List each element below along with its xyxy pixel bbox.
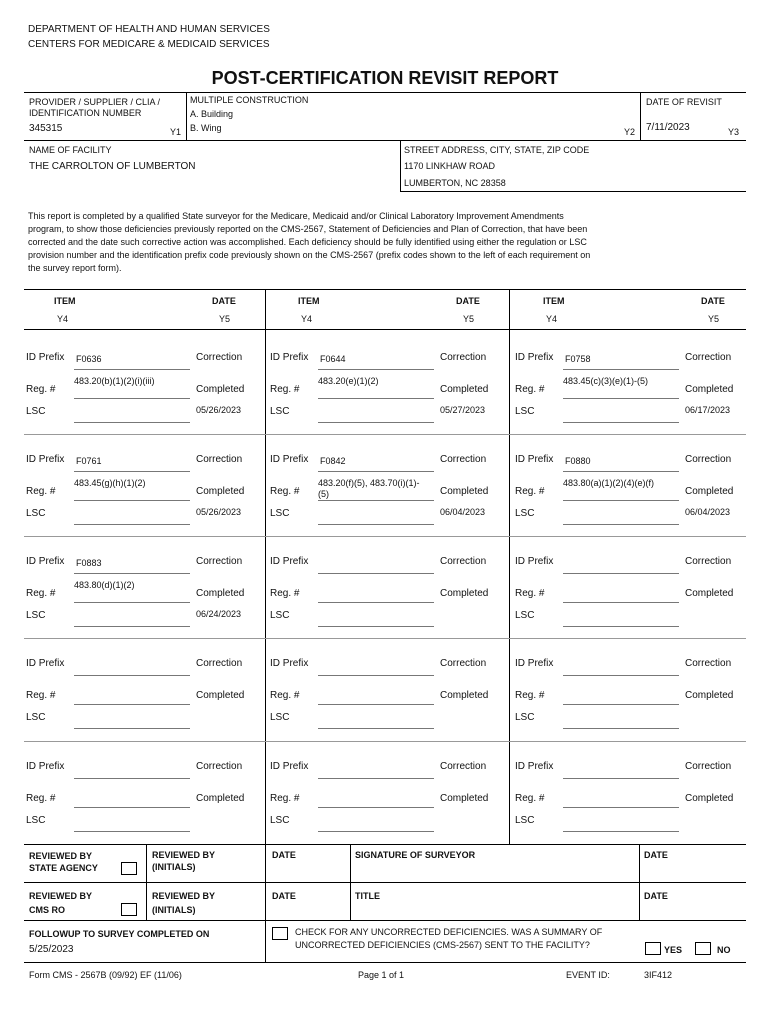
yes-checkbox[interactable] [645,942,661,955]
reg-value: 483.80(d)(1)(2) [74,580,135,590]
reg-label: Reg. # [26,588,56,599]
date-label: DATE [272,891,296,901]
provider-label-1: PROVIDER / SUPPLIER / CLIA / [29,97,161,107]
id-prefix-label: ID Prefix [515,658,554,669]
no-label: NO [717,945,731,955]
correction-label: Correction [440,454,487,465]
completed-label: Completed [440,486,489,497]
correction-label: Correction [440,761,487,772]
reg-label: Reg. # [515,588,545,599]
form-number: Form CMS - 2567B (09/92) EF (11/06) [29,970,182,980]
y4-code: Y4 [301,314,313,324]
completed-date: 05/26/2023 [196,405,242,415]
address-label: STREET ADDRESS, CITY, STATE, ZIP CODE [404,145,590,155]
intro-paragraph [28,210,748,275]
lsc-label: LSC [270,610,290,621]
item-header: ITEM [54,296,76,306]
reg-label: Reg. # [270,588,300,599]
intro-line: program, to show those deficiencies previously reported on the CMS-2567, Statement of Deficiencies and Plan of Correction, that have been [28,224,588,234]
check-text-2: UNCORRECTED DEFICIENCIES (CMS-2567) SENT TO THE FACILITY? [295,940,590,950]
y5-code: Y5 [708,314,720,324]
reg-value: 483.20(f)(5), 483.70(i)(1)-(5) [318,478,420,499]
lsc-label: LSC [515,508,535,519]
correction-label: Correction [685,761,732,772]
id-prefix-label: ID Prefix [515,352,554,363]
correction-label: Correction [685,352,732,363]
initials-label: (INITIALS) [152,862,196,872]
lsc-label: LSC [270,406,290,417]
y4-code: Y4 [57,314,69,324]
lsc-label: LSC [515,406,535,417]
reg-value: 483.20(b)(1)(2)(i)(iii) [74,376,155,386]
completed-date: 06/24/2023 [196,609,242,619]
id-prefix-value: F0880 [565,456,591,466]
title-label: TITLE [355,891,380,901]
id-prefix-label: ID Prefix [515,454,554,465]
intro-line: This report is completed by a qualified State surveyor for the Medicare, Medicaid and/or Clinical Laboratory Improvement Amendments [28,211,564,221]
y5-code: Y5 [463,314,475,324]
completed-date: 06/17/2023 [685,405,731,415]
reg-label: Reg. # [26,793,56,804]
correction-label: Correction [440,658,487,669]
cms-ro-checkbox[interactable] [121,903,137,916]
reg-label: Reg. # [270,793,300,804]
lsc-label: LSC [26,610,46,621]
id-prefix-label: ID Prefix [270,454,309,465]
address-city: LUMBERTON, NC 28358 [404,178,506,188]
id-prefix-value: F0758 [565,354,591,364]
facility-name: THE CARROLTON OF LUMBERTON [29,161,196,172]
completed-label: Completed [440,384,489,395]
completed-label: Completed [685,486,734,497]
reg-label: Reg. # [270,690,300,701]
completed-label: Completed [196,793,245,804]
revisit-code: Y3 [728,127,740,137]
id-prefix-label: ID Prefix [270,658,309,669]
event-id-value: 3IF412 [644,970,673,980]
reg-label: Reg. # [26,384,56,395]
facility-name-label: NAME OF FACILITY [29,145,112,155]
id-prefix-label: ID Prefix [515,761,554,772]
id-prefix-label: ID Prefix [26,454,65,465]
completed-date: 06/04/2023 [440,507,486,517]
uncorrected-checkbox[interactable] [272,927,288,940]
date-label: DATE [644,850,668,860]
correction-label: Correction [440,556,487,567]
no-checkbox[interactable] [695,942,711,955]
reg-label: Reg. # [26,690,56,701]
lsc-label: LSC [26,508,46,519]
multiple-construction-label: MULTIPLE CONSTRUCTION [190,95,309,105]
lsc-label: LSC [26,815,46,826]
reg-label: Reg. # [515,384,545,395]
check-text-1: CHECK FOR ANY UNCORRECTED DEFICIENCIES. WAS A SUMMARY OF [295,927,603,937]
completed-label: Completed [196,384,245,395]
id-prefix-value: F0842 [320,456,346,466]
intro-line: provision number and the identification prefix code previously shown on the CMS-2567 (prefix codes shown to the left of each requirement on [28,250,591,260]
yes-label: YES [664,945,683,955]
page-number: Page 1 of 1 [358,970,405,980]
reg-label: Reg. # [270,486,300,497]
reviewed-by-label: REVIEWED BY [29,851,93,861]
reg-value: 483.45(c)(3)(e)(1)-(5) [563,376,649,386]
wing-label: B. Wing [190,123,222,133]
lsc-label: LSC [515,815,535,826]
completed-label: Completed [196,588,245,599]
id-prefix-label: ID Prefix [270,556,309,567]
correction-label: Correction [196,352,243,363]
completed-date: 06/04/2023 [685,507,731,517]
completed-date: 05/26/2023 [196,507,242,517]
date-label: DATE [644,891,668,901]
correction-label: Correction [196,454,243,465]
date-header: DATE [701,296,725,306]
id-prefix-label: ID Prefix [26,556,65,567]
id-prefix-label: ID Prefix [26,658,65,669]
reg-value: 483.80(a)(1)(2)(4)(e)(f) [563,478,655,488]
lsc-label: LSC [26,406,46,417]
completed-date: 05/27/2023 [440,405,486,415]
reviewed-by-initials-label: REVIEWED BY [152,891,216,901]
cms-ro-label: CMS RO [29,905,65,915]
lsc-label: LSC [515,610,535,621]
construction-code: Y2 [624,127,636,137]
reg-label: Reg. # [515,690,545,701]
correction-label: Correction [196,761,243,772]
id-prefix-label: ID Prefix [26,761,65,772]
date-of-revisit-label: DATE OF REVISIT [646,97,722,107]
id-prefix-label: ID Prefix [270,761,309,772]
state-agency-checkbox[interactable] [121,862,137,875]
id-prefix-label: ID Prefix [270,352,309,363]
intro-line: corrected and the date such corrective action was accomplished. Each deficiency should be fully identified using either the regulation or LSC [28,237,587,247]
correction-label: Correction [685,556,732,567]
correction-label: Correction [685,454,732,465]
followup-label: FOLLOWUP TO SURVEY COMPLETED ON [29,929,210,939]
correction-label: Correction [196,658,243,669]
state-agency-label: STATE AGENCY [29,863,98,873]
reg-value: 483.45(g)(h)(1)(2) [74,478,146,488]
id-prefix-value: F0761 [76,456,102,466]
completed-label: Completed [440,793,489,804]
reviewed-by-initials-label: REVIEWED BY [152,850,216,860]
completed-label: Completed [685,588,734,599]
provider-code: Y1 [170,127,182,137]
y4-code: Y4 [546,314,558,324]
date-header: DATE [212,296,236,306]
reviewed-by-label: REVIEWED BY [29,891,93,901]
correction-label: Correction [196,556,243,567]
building-label: A. Building [190,109,234,119]
lsc-label: LSC [270,815,290,826]
item-header: ITEM [298,296,320,306]
reg-label: Reg. # [270,384,300,395]
completed-label: Completed [685,793,734,804]
reg-value: 483.20(e)(1)(2) [318,376,379,386]
date-label: DATE [272,850,296,860]
reg-label: Reg. # [515,793,545,804]
y5-code: Y5 [219,314,231,324]
department-name: DEPARTMENT OF HEALTH AND HUMAN SERVICES [28,24,270,35]
id-prefix-value: F0644 [320,354,346,364]
lsc-label: LSC [515,712,535,723]
reg-label: Reg. # [515,486,545,497]
provider-number: 345315 [29,123,63,134]
centers-name: CENTERS FOR MEDICARE & MEDICAID SERVICES [28,39,270,50]
lsc-label: LSC [270,508,290,519]
completed-label: Completed [685,384,734,395]
event-id-label: EVENT ID: [566,970,610,980]
followup-date: 5/25/2023 [29,944,74,955]
initials-label: (INITIALS) [152,905,196,915]
lsc-label: LSC [270,712,290,723]
date-header: DATE [456,296,480,306]
completed-label: Completed [685,690,734,701]
id-prefix-label: ID Prefix [515,556,554,567]
id-prefix-value: F0636 [76,354,102,364]
lsc-label: LSC [26,712,46,723]
signature-label: SIGNATURE OF SURVEYOR [355,850,476,860]
item-header: ITEM [543,296,565,306]
completed-label: Completed [196,690,245,701]
address-street: 1170 LINKHAW ROAD [404,161,496,171]
correction-label: Correction [685,658,732,669]
completed-label: Completed [440,588,489,599]
provider-label-2: IDENTIFICATION NUMBER [29,108,142,118]
id-prefix-value: F0883 [76,558,102,568]
intro-line: the survey report form). [28,263,122,273]
correction-label: Correction [440,352,487,363]
date-of-revisit-value: 7/11/2023 [646,122,690,133]
id-prefix-label: ID Prefix [26,352,65,363]
page-title: POST-CERTIFICATION REVISIT REPORT [211,68,559,88]
completed-label: Completed [196,486,245,497]
reg-label: Reg. # [26,486,56,497]
completed-label: Completed [440,690,489,701]
